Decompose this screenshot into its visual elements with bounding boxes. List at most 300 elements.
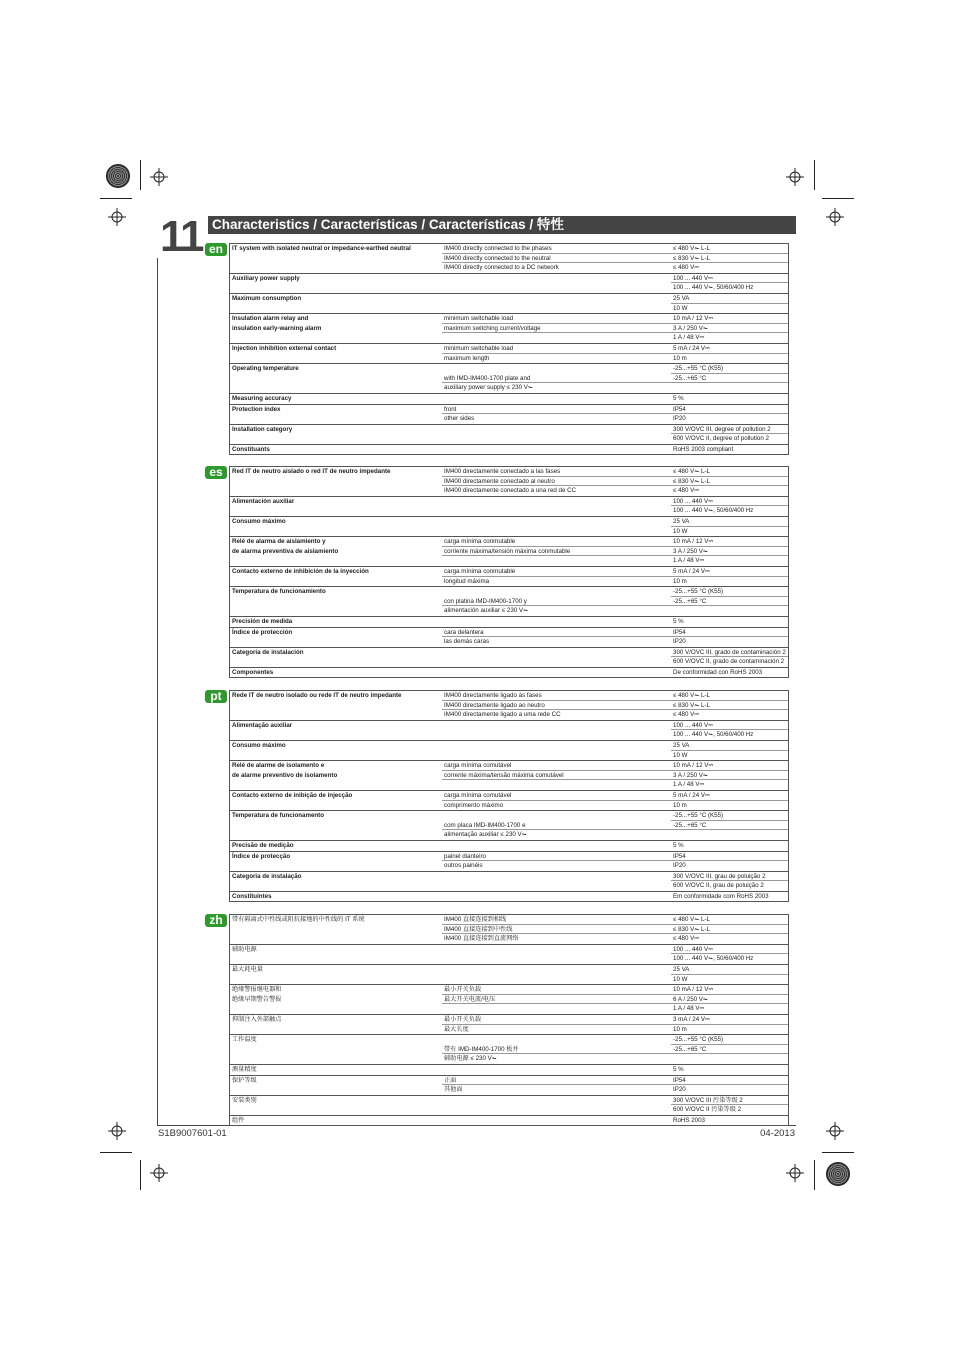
condition-cell xyxy=(442,657,671,667)
value-cell: 300 V/OVC III, grau de poluição 2 xyxy=(671,872,788,882)
table-row xyxy=(230,364,788,374)
table-group xyxy=(230,891,788,902)
condition-cell xyxy=(442,506,671,516)
condition-cell xyxy=(442,965,671,975)
table-row xyxy=(230,304,788,314)
crop-mark xyxy=(140,1160,141,1190)
condition-cell xyxy=(442,841,671,851)
condition-cell: auxiliary power supply ≤ 230 V⏦ xyxy=(444,384,533,392)
table-row xyxy=(230,374,788,384)
characteristic-label: Alimentación auxiliar xyxy=(232,497,295,505)
characteristic-label xyxy=(230,861,442,871)
registration-mark-icon xyxy=(826,1122,844,1140)
condition-cell xyxy=(442,881,671,891)
value-cell: IP20 xyxy=(673,862,686,870)
table-group xyxy=(230,424,788,444)
condition-cell: 其他面 xyxy=(444,1086,463,1094)
table-group xyxy=(230,810,788,840)
value-cell: 10 mA / 12 V⎓ xyxy=(671,537,788,547)
value-cell: 5 % xyxy=(673,617,684,625)
value-cell: IP54 xyxy=(671,405,788,415)
table-group xyxy=(230,244,788,273)
table-group xyxy=(230,273,788,293)
table-group xyxy=(230,616,788,627)
table-row xyxy=(230,274,788,284)
value-cell: 300 V/OVC III, grado de contaminación 2 xyxy=(671,648,788,658)
characteristic-label: Maximum consumption xyxy=(232,294,302,302)
table-group xyxy=(230,851,788,871)
table-row xyxy=(230,587,788,597)
table-group xyxy=(230,1034,788,1064)
value-cell: ≤ 480 V⎓ xyxy=(673,487,700,495)
characteristic-label xyxy=(230,577,442,587)
condition-cell: IM400 directly connected to the phases xyxy=(442,244,671,254)
page-frame-left xyxy=(157,258,158,1126)
condition-cell: IM400 directamente ligado ao neutro xyxy=(442,701,671,711)
table-group xyxy=(230,293,788,313)
condition-cell: cara delantera xyxy=(442,628,671,638)
value-cell: 3 A / 250 V⏦ xyxy=(671,324,788,334)
table-row xyxy=(230,1054,788,1064)
color-calibration-mark xyxy=(106,164,130,188)
condition-cell: IM400 直接连接到相线 xyxy=(442,915,671,925)
condition-cell xyxy=(442,434,671,444)
condition-cell xyxy=(442,741,671,751)
condition-cell: front xyxy=(442,405,671,415)
table-row xyxy=(230,1105,788,1115)
table-group xyxy=(230,840,788,851)
table-row xyxy=(230,841,788,851)
value-cell: 25 VA xyxy=(671,294,788,304)
value-cell xyxy=(671,1054,788,1064)
value-cell: 10 W xyxy=(673,975,688,983)
characteristic-label xyxy=(230,597,442,607)
characteristic-label: Precisão de medição xyxy=(232,841,294,849)
condition-cell: 辅助电源 ≤ 230 V⏦ xyxy=(444,1055,497,1063)
table-row xyxy=(230,730,788,740)
characteristic-label: 最大耗电量 xyxy=(232,965,263,973)
table-row xyxy=(230,405,788,415)
condition-cell xyxy=(442,527,671,537)
characteristic-label: 测量精度 xyxy=(232,1065,257,1073)
value-cell: 300 V/OVC III 污染等级 2 xyxy=(671,1096,788,1106)
characteristic-label xyxy=(230,283,442,293)
table-row xyxy=(230,975,788,985)
characteristic-label xyxy=(230,414,442,424)
characteristic-label: Índice de protecção xyxy=(232,852,291,860)
table-row xyxy=(230,283,788,293)
characteristic-label xyxy=(230,477,442,487)
table-row xyxy=(230,751,788,761)
condition-cell: IM400 directly connected to a DC network xyxy=(444,264,559,272)
value-cell: De conformidad con RoHS 2003 xyxy=(673,668,763,676)
value-cell: 25 VA xyxy=(671,517,788,527)
value-cell: -25...+65 °C xyxy=(671,597,788,607)
registration-mark-icon xyxy=(150,1164,168,1182)
value-cell: 1 A / 48 V⎓ xyxy=(673,334,705,342)
table-row xyxy=(230,821,788,831)
characteristic-label: Insulation alarm relay and xyxy=(232,315,309,323)
table-row xyxy=(230,852,788,862)
table-row xyxy=(230,547,788,557)
condition-cell: com placa IMD-IM400-1700 e xyxy=(442,821,671,831)
value-cell: 600 V/OVC II, grau de poluição 2 xyxy=(673,882,764,890)
condition-cell xyxy=(442,274,671,284)
table-row xyxy=(230,414,788,424)
condition-cell: other sides xyxy=(444,415,475,423)
characteristic-label: Relé de alarme de isolamento e xyxy=(232,762,325,770)
value-cell: ≤ 830 V⏦ L-L xyxy=(671,477,788,487)
condition-cell xyxy=(442,333,671,343)
characteristic-label xyxy=(230,527,442,537)
characteristic-label xyxy=(230,954,442,964)
characteristic-label: 组件 xyxy=(232,1116,245,1124)
characteristic-label: Installation category xyxy=(232,425,293,433)
value-cell: RoHS 2003 xyxy=(673,1116,705,1124)
condition-cell xyxy=(442,975,671,985)
condition-cell xyxy=(442,1096,671,1106)
table-row xyxy=(230,606,788,616)
condition-cell xyxy=(442,1004,671,1014)
characteristic-label: Consumo máximo xyxy=(232,517,286,525)
value-cell: IP20 xyxy=(673,638,686,646)
value-cell xyxy=(671,606,788,616)
characteristic-label: Precisión de medida xyxy=(232,617,293,625)
table-row xyxy=(230,648,788,658)
characteristic-label xyxy=(230,254,442,264)
table-row xyxy=(230,761,788,771)
characteristics-table-zh xyxy=(229,914,789,1126)
condition-cell xyxy=(442,751,671,761)
value-cell: -25...+55 °C (K55) xyxy=(671,364,788,374)
table-row xyxy=(230,965,788,975)
table-row xyxy=(230,354,788,364)
table-group xyxy=(230,647,788,667)
table-group xyxy=(230,691,788,720)
table-row xyxy=(230,985,788,995)
characteristic-label: 绝缘早期警告警报 xyxy=(232,995,282,1003)
table-row xyxy=(230,701,788,711)
characteristic-label: Categoria de instalação xyxy=(232,872,302,880)
condition-cell: 最小开关负载 xyxy=(442,1015,671,1025)
characteristic-label xyxy=(230,701,442,711)
condition-cell: 带有 IMD-IM400-1700 板并 xyxy=(442,1045,671,1055)
condition-cell: 最大长度 xyxy=(444,1025,469,1033)
characteristic-label: Auxiliary power supply xyxy=(232,274,300,282)
characteristic-label: Componentes xyxy=(232,668,274,676)
value-cell: 5 mA / 24 V⎓ xyxy=(671,791,788,801)
table-group xyxy=(230,467,788,496)
value-cell: 5 % xyxy=(673,394,684,402)
condition-cell: longitud máxima xyxy=(444,577,490,585)
value-cell: ≤ 480 V⏦ L-L xyxy=(671,691,788,701)
table-group xyxy=(230,790,788,810)
table-row xyxy=(230,771,788,781)
characteristics-table-es xyxy=(229,466,789,678)
value-cell: -25...+65 °C xyxy=(671,821,788,831)
table-row xyxy=(230,872,788,882)
table-row xyxy=(230,925,788,935)
table-row xyxy=(230,506,788,516)
characteristic-label xyxy=(230,383,442,393)
value-cell: 10 mA / 12 V⎓ xyxy=(671,761,788,771)
value-cell: 100 ... 440 V⎓ xyxy=(671,945,788,955)
value-cell: 25 VA xyxy=(671,965,788,975)
condition-cell: IM400 directamente ligado às fases xyxy=(442,691,671,701)
table-row xyxy=(230,637,788,647)
table-row xyxy=(230,597,788,607)
characteristic-label: Contacto externo de inhibición de la inyección xyxy=(232,567,369,575)
condition-cell xyxy=(442,517,671,527)
table-group xyxy=(230,496,788,516)
characteristic-label: Temperatura de funcionamiento xyxy=(232,588,326,596)
table-row xyxy=(230,324,788,334)
characteristic-label: Operating temperature xyxy=(232,365,299,373)
condition-cell xyxy=(442,294,671,304)
characteristic-label: Constituintes xyxy=(232,892,272,900)
table-row xyxy=(230,1015,788,1025)
characteristic-label xyxy=(230,304,442,314)
table-row xyxy=(230,527,788,537)
value-cell: 100 ... 440 V⎓ xyxy=(671,274,788,284)
characteristic-label xyxy=(230,606,442,616)
characteristic-label: Índice de protección xyxy=(232,628,293,636)
characteristic-label: Measuring accuracy xyxy=(232,394,292,402)
characteristic-label: IT system with isolated neutral or impedance-earthed neutral xyxy=(232,245,411,252)
table-row xyxy=(230,263,788,273)
value-cell: RoHS 2003 compliant xyxy=(673,445,734,453)
value-cell: -25...+65 °C xyxy=(671,374,788,384)
value-cell: IP54 xyxy=(671,852,788,862)
value-cell: ≤ 480 V⎓ xyxy=(673,264,700,272)
value-cell: ≤ 830 V⏦ L-L xyxy=(671,701,788,711)
condition-cell: alimentação auxiliar ≤ 230 V⏦ xyxy=(444,831,527,839)
table-group xyxy=(230,444,788,455)
value-cell: 3 A / 250 V⏦ xyxy=(671,771,788,781)
table-row xyxy=(230,1004,788,1014)
characteristic-label xyxy=(230,821,442,831)
characteristic-label: Injection inhibition external contact xyxy=(232,344,337,352)
characteristic-label: Temperatura de funcionamento xyxy=(232,812,325,820)
characteristic-label: Categoría de instalación xyxy=(232,648,304,656)
table-group xyxy=(230,313,788,343)
table-group xyxy=(230,1075,788,1095)
characteristic-label xyxy=(230,637,442,647)
value-cell: -25...+55 °C (K55) xyxy=(671,811,788,821)
value-cell: 1 A / 48 V⎓ xyxy=(673,557,705,565)
chapter-number: 11 xyxy=(160,212,203,261)
characteristic-label xyxy=(230,354,442,364)
table-row xyxy=(230,892,788,902)
color-calibration-mark xyxy=(826,1162,850,1186)
condition-cell xyxy=(442,445,671,455)
table-row xyxy=(230,915,788,925)
value-cell: ≤ 480 V⎓ xyxy=(673,935,700,943)
condition-cell: corriente máxima/tensión máxima conmutable xyxy=(442,547,671,557)
table-row xyxy=(230,1025,788,1035)
table-row xyxy=(230,333,788,343)
table-row xyxy=(230,517,788,527)
characteristic-label: Red IT de neutro aislado o red IT de neutro impedante xyxy=(232,468,391,475)
condition-cell: carga mínima conmutable xyxy=(442,537,671,547)
table-group xyxy=(230,1115,788,1126)
value-cell: 5 mA / 24 V⎓ xyxy=(671,567,788,577)
table-row xyxy=(230,721,788,731)
table-row xyxy=(230,497,788,507)
condition-cell xyxy=(442,945,671,955)
table-row xyxy=(230,945,788,955)
characteristic-label xyxy=(230,657,442,667)
condition-cell xyxy=(442,892,671,902)
value-cell: 5 % xyxy=(673,1065,684,1073)
condition-cell: maximum length xyxy=(444,354,490,362)
value-cell: 10 mA / 12 V⎓ xyxy=(671,314,788,324)
table-row xyxy=(230,861,788,871)
value-cell: 3 A / 250 V⏦ xyxy=(671,547,788,557)
characteristic-label xyxy=(230,1025,442,1035)
characteristic-label xyxy=(230,710,442,720)
value-cell: 100 ... 440 V⏦, 50/60/400 Hz xyxy=(673,955,754,963)
characteristic-label xyxy=(230,556,442,566)
value-cell: 5 mA / 24 V⎓ xyxy=(671,344,788,354)
value-cell: 10 m xyxy=(673,801,687,809)
characteristic-label xyxy=(230,881,442,891)
condition-cell: with IMD-IM400-1700 plate and xyxy=(442,374,671,384)
condition-cell xyxy=(442,1116,671,1126)
condition-cell: corrente máxima/tensão máxima comutável xyxy=(442,771,671,781)
value-cell: 10 m xyxy=(673,354,687,362)
table-group xyxy=(230,1095,788,1115)
characteristic-label: 工作温度 xyxy=(232,1036,257,1044)
characteristic-label xyxy=(230,925,442,935)
table-group xyxy=(230,536,788,566)
crop-mark xyxy=(822,1152,854,1153)
language-badge-zh: zh xyxy=(205,914,227,927)
condition-cell xyxy=(442,283,671,293)
table-row xyxy=(230,294,788,304)
characteristic-label xyxy=(230,374,442,384)
condition-cell xyxy=(442,556,671,566)
table-group xyxy=(230,720,788,740)
characteristic-label xyxy=(230,975,442,985)
condition-cell: IM400 directamente ligado a uma rede CC xyxy=(444,711,561,719)
value-cell: 100 ... 440 V⎓ xyxy=(671,497,788,507)
characteristic-label: Consumo máximo xyxy=(232,741,286,749)
value-cell: ≤ 830 V⏦ L-L xyxy=(671,925,788,935)
crop-mark xyxy=(100,198,132,199)
table-row xyxy=(230,995,788,1005)
condition-cell: minimum switchable load xyxy=(442,314,671,324)
condition-cell: IM400 directly connected to the neutral xyxy=(442,254,671,264)
table-group xyxy=(230,984,788,1014)
table-row xyxy=(230,477,788,487)
condition-cell: 正面 xyxy=(442,1076,671,1086)
characteristic-label xyxy=(230,506,442,516)
condition-cell xyxy=(442,730,671,740)
table-row xyxy=(230,691,788,701)
condition-cell xyxy=(442,1035,671,1045)
page-title: Characteristics / Características / Características / 特性 xyxy=(208,216,796,234)
table-group xyxy=(230,944,788,964)
condition-cell: alimentación auxiliar ≤ 230 V⏦ xyxy=(444,607,529,615)
language-badge-en: en xyxy=(205,243,227,256)
value-cell: 600 V/OVC II, degree of pollution 2 xyxy=(673,435,769,443)
condition-cell xyxy=(442,872,671,882)
value-cell: ≤ 480 V⏦ L-L xyxy=(671,244,788,254)
table-row xyxy=(230,791,788,801)
value-cell: ≤ 480 V⏦ L-L xyxy=(671,915,788,925)
condition-cell xyxy=(442,811,671,821)
table-group xyxy=(230,915,788,944)
characteristic-label xyxy=(230,1004,442,1014)
characteristic-label xyxy=(230,730,442,740)
value-cell: IP54 xyxy=(671,628,788,638)
value-cell: -25...+55 °C (K55) xyxy=(671,587,788,597)
table-group xyxy=(230,627,788,647)
table-row xyxy=(230,244,788,254)
characteristic-label xyxy=(230,1054,442,1064)
value-cell: IP20 xyxy=(673,1086,686,1094)
table-row xyxy=(230,1045,788,1055)
table-row xyxy=(230,577,788,587)
table-row xyxy=(230,934,788,944)
crop-mark xyxy=(140,160,141,190)
condition-cell: las demás caras xyxy=(444,638,490,646)
language-badge-es: es xyxy=(205,466,227,479)
characteristic-label: 抑制注入外部触点 xyxy=(232,1015,282,1023)
characteristic-label: Alimentação auxiliar xyxy=(232,721,293,729)
condition-cell: IM400 directamente conectado a una red de CC xyxy=(444,487,577,495)
table-group xyxy=(230,566,788,586)
table-group xyxy=(230,516,788,536)
table-group xyxy=(230,760,788,790)
condition-cell: con platina IMD-IM400-1700 y xyxy=(442,597,671,607)
characteristic-label xyxy=(230,830,442,840)
value-cell: 300 V/OVC III, degree of pollution 2 xyxy=(671,425,788,435)
table-row xyxy=(230,811,788,821)
condition-cell xyxy=(442,721,671,731)
table-row xyxy=(230,383,788,393)
table-group xyxy=(230,586,788,616)
table-row xyxy=(230,254,788,264)
table-group xyxy=(230,343,788,363)
table-group xyxy=(230,667,788,678)
crop-mark xyxy=(814,160,815,190)
condition-cell: carga mínima comutável xyxy=(442,791,671,801)
condition-cell xyxy=(442,364,671,374)
crop-mark xyxy=(100,1152,132,1153)
condition-cell xyxy=(442,780,671,790)
table-row xyxy=(230,467,788,477)
characteristic-label xyxy=(230,1105,442,1115)
language-badge-pt: pt xyxy=(205,690,227,703)
condition-cell xyxy=(442,648,671,658)
condition-cell: carga mínima conmutable xyxy=(442,567,671,577)
characteristic-label: 带有隔离式中性线或阻抗接地的中性线的 IT 系统 xyxy=(232,916,365,923)
value-cell: 100 ... 440 V⏦, 50/60/400 Hz xyxy=(673,284,754,292)
characteristic-label xyxy=(230,801,442,811)
registration-mark-icon xyxy=(826,208,844,226)
characteristic-label xyxy=(230,333,442,343)
characteristic-label: insulation early-warning alarm xyxy=(232,324,322,332)
condition-cell: minimum switchable load xyxy=(442,344,671,354)
table-row xyxy=(230,486,788,496)
characteristics-table-pt xyxy=(229,690,789,902)
characteristic-label: Protection index xyxy=(232,405,281,413)
registration-mark-icon xyxy=(786,1164,804,1182)
table-row xyxy=(230,881,788,891)
condition-cell xyxy=(442,954,671,964)
